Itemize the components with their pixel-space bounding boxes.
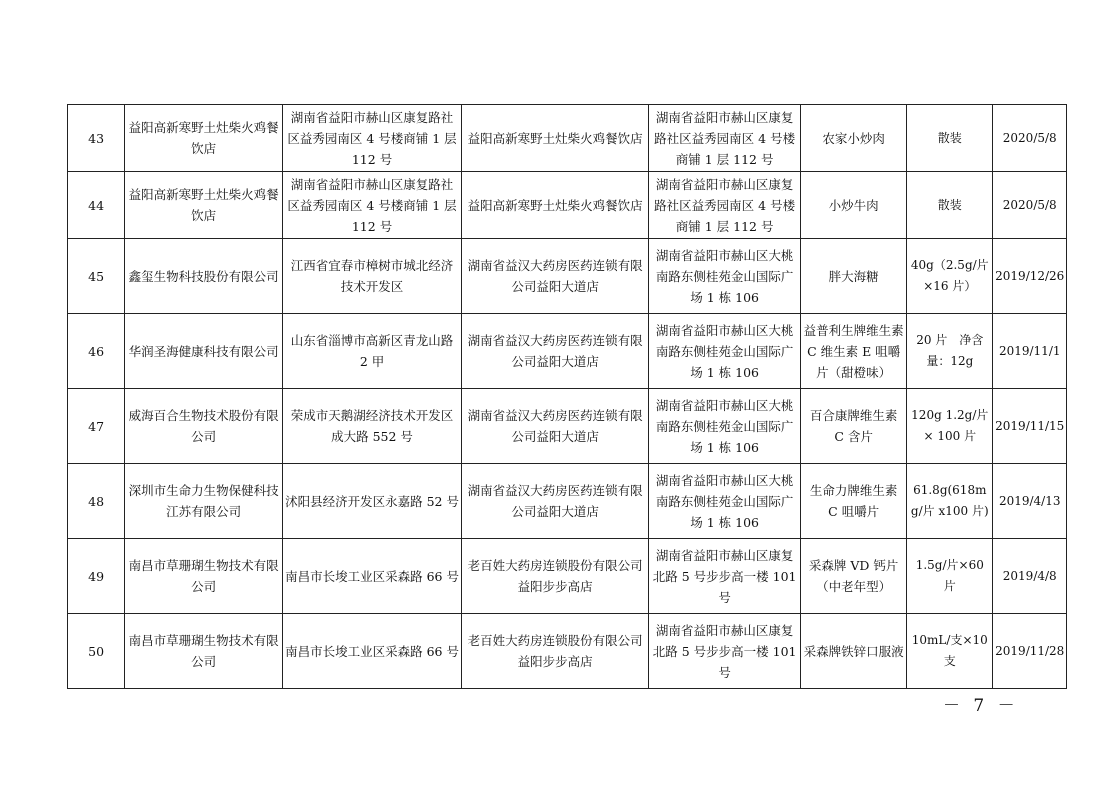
cell-producer-name: 南昌市草珊瑚生物技术有限公司: [125, 539, 283, 614]
table-row: [68, 314, 1067, 389]
cell-specification: 10mL/支×10 支: [907, 614, 993, 689]
cell-seller-name: 老百姓大药房连锁股份有限公司益阳步步高店: [462, 614, 649, 689]
cell-seller-name: 湖南省益汉大药房医药连锁有限公司益阳大道店: [462, 239, 649, 314]
cell-seller-name: 湖南省益汉大药房医药连锁有限公司益阳大道店: [462, 464, 649, 539]
cell-producer-address: 南昌市长埈工业区采森路 66 号: [282, 539, 461, 614]
cell-producer-address: 江西省宜春市樟树市城北经济技术开发区: [282, 239, 461, 314]
table-row: [68, 464, 1067, 539]
cell-producer-address: 南昌市长埈工业区采森路 66 号: [282, 614, 461, 689]
cell-product-name: 农家小炒肉: [801, 105, 907, 172]
sampling-results-table: [67, 104, 1067, 689]
cell-seller-name: 益阳高新寒野土灶柴火鸡餐饮店: [462, 172, 649, 239]
cell-producer-name: 益阳高新寒野土灶柴火鸡餐饮店: [125, 105, 283, 172]
cell-specification: 61.8g(618mg/片 x100 片): [907, 464, 993, 539]
cell-producer-name: 威海百合生物技术股份有限公司: [125, 389, 283, 464]
cell-product-name: 百合康牌维生素 C 含片: [801, 389, 907, 464]
cell-seller-name: 湖南省益汉大药房医药连锁有限公司益阳大道店: [462, 314, 649, 389]
cell-producer-name: 南昌市草珊瑚生物技术有限公司: [125, 614, 283, 689]
cell-row-number: 44: [68, 172, 125, 239]
cell-production-date: 2019/11/28: [993, 614, 1067, 689]
cell-specification: 散装: [907, 172, 993, 239]
cell-seller-name: 老百姓大药房连锁股份有限公司益阳步步高店: [462, 539, 649, 614]
cell-specification: 40g（2.5g/片×16 片）: [907, 239, 993, 314]
cell-producer-name: 鑫玺生物科技股份有限公司: [125, 239, 283, 314]
cell-product-name: 生命力牌维生素 C 咀嚼片: [801, 464, 907, 539]
cell-specification: 散装: [907, 105, 993, 172]
cell-seller-address: 湖南省益阳市赫山区大桃南路东侧桂苑金山国际广场 1 栋 106: [649, 389, 801, 464]
cell-specification: 20 片 净含量：12g: [907, 314, 993, 389]
cell-producer-name: 益阳高新寒野土灶柴火鸡餐饮店: [125, 172, 283, 239]
cell-seller-address: 湖南省益阳市赫山区康复路社区益秀园南区 4 号楼商铺 1 层 112 号: [649, 172, 801, 239]
cell-production-date: 2020/5/8: [993, 105, 1067, 172]
table-row: [68, 614, 1067, 689]
cell-product-name: 采森牌 VD 钙片（中老年型）: [801, 539, 907, 614]
cell-producer-address: 湖南省益阳市赫山区康复路社区益秀园南区 4 号楼商铺 1 层 112 号: [282, 105, 461, 172]
table-row: [68, 172, 1067, 239]
table-row: [68, 105, 1067, 172]
cell-production-date: 2019/11/15: [993, 389, 1067, 464]
cell-production-date: 2019/12/26: [993, 239, 1067, 314]
cell-producer-address: 荣成市天鹅湖经济技术开发区成大路 552 号: [282, 389, 461, 464]
cell-seller-name: 益阳高新寒野土灶柴火鸡餐饮店: [462, 105, 649, 172]
cell-row-number: 49: [68, 539, 125, 614]
page-number: － 7 －: [943, 696, 1019, 716]
cell-seller-name: 湖南省益汉大药房医药连锁有限公司益阳大道店: [462, 389, 649, 464]
cell-seller-address: 湖南省益阳市赫山区大桃南路东侧桂苑金山国际广场 1 栋 106: [649, 239, 801, 314]
cell-specification: 1.5g/片×60 片: [907, 539, 993, 614]
cell-row-number: 50: [68, 614, 125, 689]
cell-production-date: 2020/5/8: [993, 172, 1067, 239]
cell-specification: 120g 1.2g/片× 100 片: [907, 389, 993, 464]
cell-producer-address: 湖南省益阳市赫山区康复路社区益秀园南区 4 号楼商铺 1 层 112 号: [282, 172, 461, 239]
cell-seller-address: 湖南省益阳市赫山区大桃南路东侧桂苑金山国际广场 1 栋 106: [649, 464, 801, 539]
cell-production-date: 2019/4/8: [993, 539, 1067, 614]
cell-seller-address: 湖南省益阳市赫山区康复北路 5 号步步高一楼 101 号: [649, 539, 801, 614]
cell-product-name: 胖大海糖: [801, 239, 907, 314]
cell-producer-address: 山东省淄博市高新区青龙山路 2 甲: [282, 314, 461, 389]
table-row: [68, 239, 1067, 314]
cell-seller-address: 湖南省益阳市赫山区康复北路 5 号步步高一楼 101 号: [649, 614, 801, 689]
cell-producer-name: 深圳市生命力生物保健科技江苏有限公司: [125, 464, 283, 539]
cell-seller-address: 湖南省益阳市赫山区康复路社区益秀园南区 4 号楼商铺 1 层 112 号: [649, 105, 801, 172]
table-row: [68, 539, 1067, 614]
cell-row-number: 48: [68, 464, 125, 539]
cell-product-name: 采森牌铁锌口服液: [801, 614, 907, 689]
cell-row-number: 43: [68, 105, 125, 172]
cell-product-name: 益普利生牌维生素 C 维生素 E 咀嚼片（甜橙味）: [801, 314, 907, 389]
cell-production-date: 2019/4/13: [993, 464, 1067, 539]
cell-producer-name: 华润圣海健康科技有限公司: [125, 314, 283, 389]
cell-row-number: 45: [68, 239, 125, 314]
cell-seller-address: 湖南省益阳市赫山区大桃南路东侧桂苑金山国际广场 1 栋 106: [649, 314, 801, 389]
cell-row-number: 47: [68, 389, 125, 464]
cell-product-name: 小炒牛肉: [801, 172, 907, 239]
table-row: [68, 389, 1067, 464]
cell-producer-address: 沭阳县经济开发区永嘉路 52 号: [282, 464, 461, 539]
cell-production-date: 2019/11/1: [993, 314, 1067, 389]
cell-row-number: 46: [68, 314, 125, 389]
